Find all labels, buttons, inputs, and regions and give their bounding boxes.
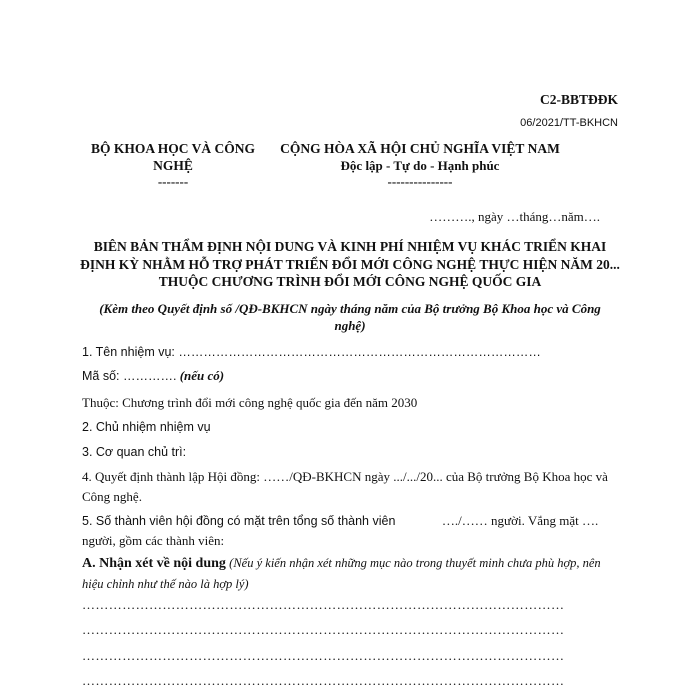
dotted-line: ……………………………………………………………………………………………… — [82, 673, 565, 688]
ministry-block — [78, 140, 268, 190]
field-council-decision — [82, 467, 612, 507]
task-name-text: 1. Tên nhiệm vụ: …………………………………………………………………………… — [82, 345, 541, 359]
dotted-line: ……………………………………………………………………………………………… — [82, 622, 565, 637]
council-decision-text: 4. Quyết định thành lập Hội đồng: ……/QĐ-BKHCN ngày .../.../20... của Bộ trưởng Bộ Khoa học và Công nghệ. — [82, 469, 608, 504]
field-task-leader — [82, 417, 612, 437]
republic-name: CỘNG HÒA XÃ HỘI CHỦ NGHĨA VIỆT NAM — [280, 141, 560, 156]
national-motto: Độc lập - Tự do - Hạnh phúc — [340, 158, 500, 173]
circular-reference: 06/2021/TT-BKHCN — [520, 117, 618, 129]
place-date-line: ………., ngày …tháng…năm…. — [429, 209, 600, 224]
section-a-note: (Nếu ý kiến nhận xét những mục nào trong thuyết minh chưa phù hợp, nên hiệu chỉnh như thế nào là hợp lý) — [82, 556, 601, 591]
section-a-heading: A. Nhận xét về nội dung — [82, 556, 226, 571]
republic-block — [270, 140, 570, 190]
dotted-line: ……………………………………………………………………………………………… — [82, 597, 565, 612]
republic-separator: --------------- — [387, 174, 453, 189]
host-agency-text: 3. Cơ quan chủ trì: — [82, 445, 187, 459]
members-text-b: …./…… người. Vắng mặt …. — [441, 513, 599, 528]
field-host-agency — [82, 442, 612, 462]
ministry-separator: ------- — [157, 174, 189, 189]
field-code — [82, 366, 612, 386]
field-task-name — [82, 342, 612, 362]
section-a — [82, 553, 612, 594]
code-label: Mã số: …………. — [82, 369, 177, 383]
field-members — [82, 511, 612, 531]
members-text-a: 5. Số thành viên hội đồng có mặt trên tổng số thành viên — [82, 514, 396, 528]
form-code: C2-BBTĐĐK — [539, 92, 618, 107]
members-text-c: người, gồm các thành viên: — [82, 533, 225, 548]
code-note: (nếu có) — [179, 368, 225, 383]
task-leader-text: 2. Chủ nhiệm nhiệm vụ — [82, 420, 211, 434]
ministry-name: BỘ KHOA HỌC VÀ CÔNG NGHỆ — [90, 141, 256, 173]
field-members-cont — [82, 531, 612, 551]
field-belongs — [82, 393, 612, 413]
attachment-note: (Kèm theo Quyết định số /QĐ-BKHCN ngày tháng năm của Bộ trưởng Bộ Khoa học và Công nghệ) — [99, 301, 601, 333]
document-title: BIÊN BẢN THẨM ĐỊNH NỘI DUNG VÀ KINH PHÍ NHIỆM VỤ KHÁC TRIỂN KHAI ĐỊNH KỲ NHẰM HỖ TRỢ PHÁT TRIỂN ĐỔI MỚI CÔNG NGHỆ THỰC HIỆN NĂM 20... THUỘC CHƯƠNG TRÌNH ĐỔI MỚI CÔNG NGHỆ QUỐC GIA — [80, 239, 620, 289]
dotted-line: ……………………………………………………………………………………………… — [82, 648, 565, 663]
belongs-text: Thuộc: Chương trình đổi mới công nghệ quốc gia đến năm 2030 — [82, 395, 418, 410]
